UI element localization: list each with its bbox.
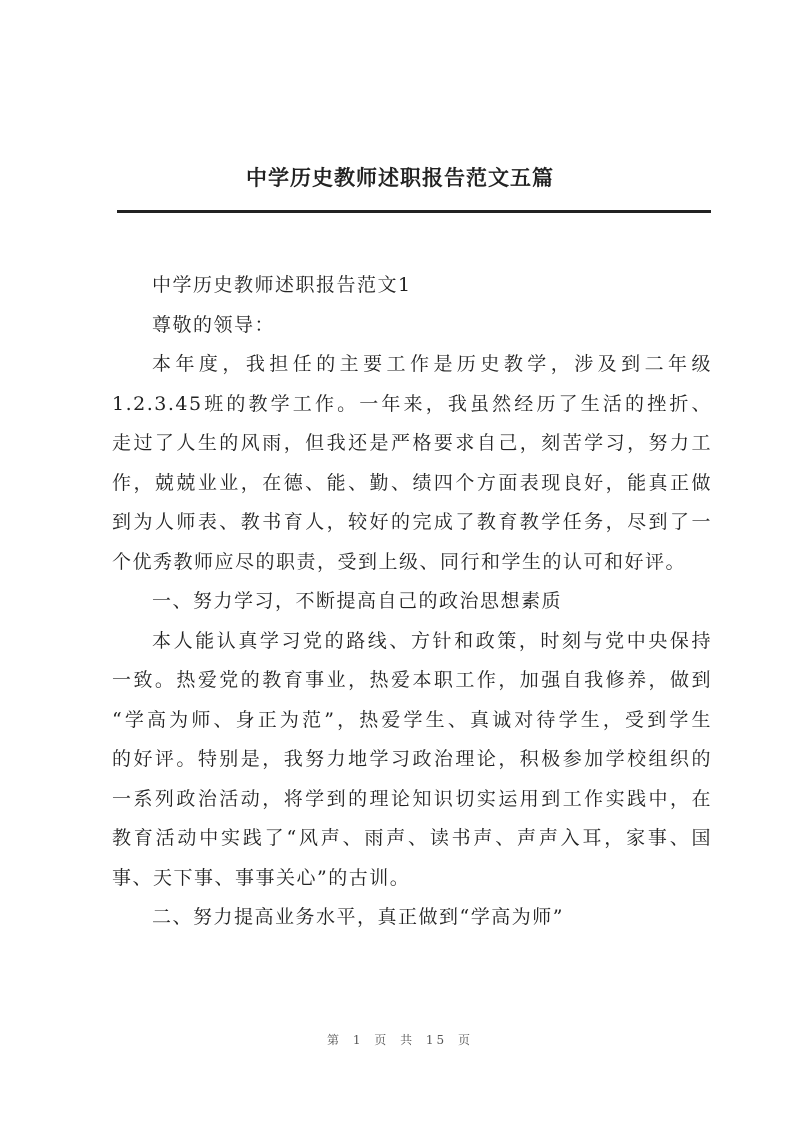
- page-number: 第 1 页 共 15 页: [327, 1033, 473, 1047]
- paragraph-line: 一系列政治活动，将学到的理论知识切实运用到工作实践中，在: [112, 787, 712, 810]
- title-underline: [117, 210, 711, 213]
- paragraph-line: 本年度，我担任的主要工作是历史教学，涉及到二年级: [152, 353, 712, 375]
- subheading-2: 二、努力提高业务水平，真正做到“学高为师”: [152, 906, 564, 928]
- paragraph-line: 作，兢兢业业，在德、能、勤、绩四个方面表现良好，能真正做: [112, 471, 712, 494]
- paragraph-line: 1.2.3.45班的教学工作。一年来，我虽然经历了生活的挫折、: [112, 392, 712, 415]
- paragraph-line: 事、天下事、事事关心”的古训。: [112, 866, 411, 889]
- paragraph-line: 个优秀教师应尽的职责，受到上级、同行和学生的认可和好评。: [112, 550, 687, 573]
- document-body: [112, 266, 712, 938]
- paragraph-line: 教育活动中实践了“风声、雨声、读书声、声声入耳，家事、国: [112, 827, 712, 849]
- paragraph-line: “学高为师、身正为范”，热爱学生、真诚对待学生，受到学生: [112, 708, 712, 731]
- paragraph-line: 本人能认真学习党的路线、方针和政策，时刻与党中央保持: [152, 629, 712, 652]
- subheading-1: 一、努力学习，不断提高自己的政治思想素质: [152, 590, 563, 612]
- paragraph-line: 走过了人生的风雨，但我还是严格要求自己，刻苦学习，努力工: [112, 432, 712, 454]
- paragraph-line: 到为人师表、教书育人，较好的完成了教育教学任务，尽到了一: [112, 511, 712, 533]
- section-heading: 中学历史教师述职报告范文1: [152, 274, 412, 296]
- salutation: 尊敬的领导：: [152, 313, 276, 336]
- paragraph-line: 的好评。特别是，我努力地学习政治理论，积极参加学校组织的: [112, 748, 712, 770]
- document-title: 中学历史教师述职报告范文五篇: [246, 165, 554, 190]
- paragraph-line: 一致。热爱党的教育事业，热爱本职工作，加强自我修养，做到: [112, 669, 712, 691]
